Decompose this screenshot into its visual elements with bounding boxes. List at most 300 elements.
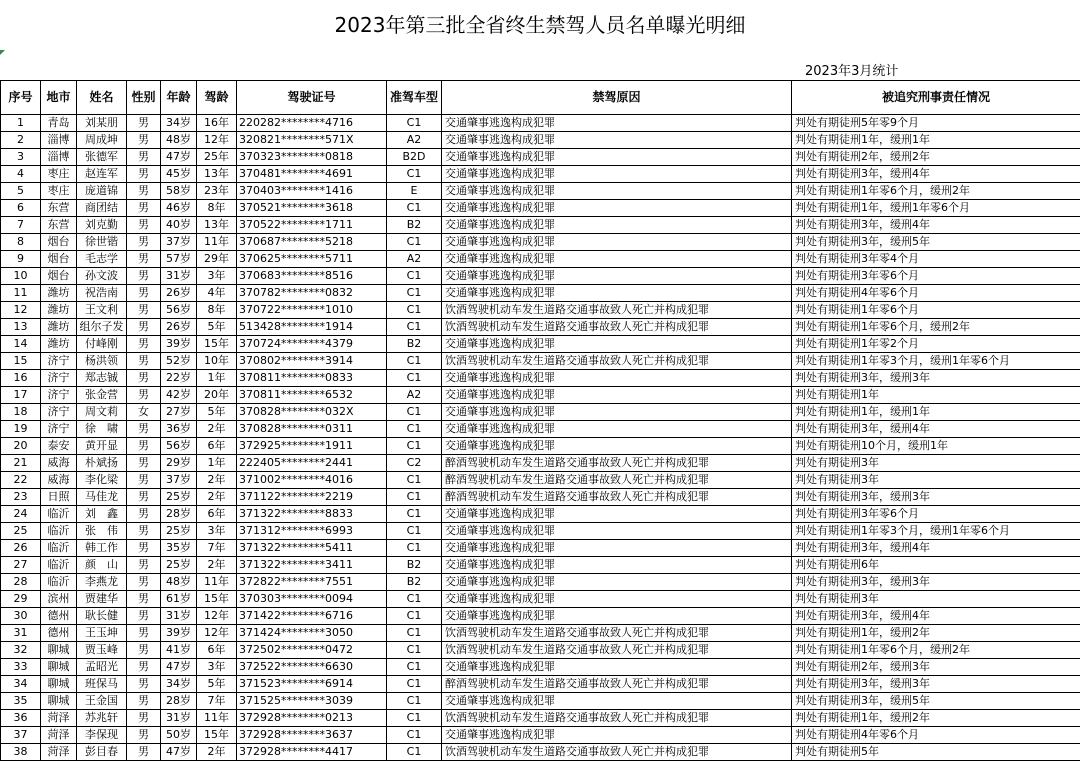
cell-index: 4 (1, 166, 41, 183)
cell-age: 22岁 (161, 370, 197, 387)
table-row (1, 540, 1080, 557)
cell-age: 47岁 (161, 149, 197, 166)
cell-index: 8 (1, 234, 41, 251)
cell-criminal-liability: 判处有期徒刑1年，缓刑1年 (792, 404, 1080, 421)
cell-driving-years: 5年 (197, 676, 237, 693)
cell-driving-years: 3年 (197, 523, 237, 540)
table-row (1, 744, 1080, 761)
cell-city: 临沂 (41, 540, 77, 557)
cell-driving-years: 6年 (197, 642, 237, 659)
cell-name: 张 伟 (77, 523, 127, 540)
cell-driving-years: 2年 (197, 489, 237, 506)
cell-license-no: 371312********6993 (237, 523, 387, 540)
cell-criminal-liability: 判处有期徒刑5年 (792, 744, 1080, 761)
cell-ban-reason: 交通肇事逃逸构成犯罪 (442, 387, 792, 404)
cell-gender: 男 (127, 319, 161, 336)
cell-city: 烟台 (41, 268, 77, 285)
cell-name: 李化梁 (77, 472, 127, 489)
cell-vehicle-class: C1 (387, 625, 442, 642)
cell-ban-reason: 交通肇事逃逸构成犯罪 (442, 421, 792, 438)
cell-license-no: 371122********2219 (237, 489, 387, 506)
cell-vehicle-class: C1 (387, 438, 442, 455)
cell-city: 聊城 (41, 693, 77, 710)
col-header-city: 地市 (41, 81, 77, 115)
cell-license-no: 372928********4417 (237, 744, 387, 761)
table-row (1, 506, 1080, 523)
cell-name: 颜 山 (77, 557, 127, 574)
cell-vehicle-class: C1 (387, 234, 442, 251)
table-row (1, 625, 1080, 642)
cell-criminal-liability: 判处有期徒刑4年零6个月 (792, 727, 1080, 744)
cell-name: 祝浩南 (77, 285, 127, 302)
cell-index: 21 (1, 455, 41, 472)
cell-ban-reason: 交通肇事逃逸构成犯罪 (442, 132, 792, 149)
cell-vehicle-class: B2 (387, 336, 442, 353)
cell-vehicle-class: B2 (387, 574, 442, 591)
table-row (1, 421, 1080, 438)
cell-vehicle-class: C1 (387, 285, 442, 302)
cell-ban-reason: 交通肇事逃逸构成犯罪 (442, 251, 792, 268)
cell-age: 42岁 (161, 387, 197, 404)
cell-city: 济宁 (41, 353, 77, 370)
cell-age: 31岁 (161, 268, 197, 285)
cell-license-no: 372928********3637 (237, 727, 387, 744)
stat-note: 2023年3月统计 (805, 64, 899, 79)
table-row (1, 183, 1080, 200)
cell-driving-years: 7年 (197, 693, 237, 710)
cell-gender: 男 (127, 132, 161, 149)
table-row (1, 557, 1080, 574)
cell-driving-years: 15年 (197, 336, 237, 353)
cell-name: 苏兆轩 (77, 710, 127, 727)
col-header-driving-years: 驾龄 (197, 81, 237, 115)
table-row (1, 166, 1080, 183)
cell-age: 31岁 (161, 710, 197, 727)
cell-driving-years: 25年 (197, 149, 237, 166)
cell-name: 贾玉峰 (77, 642, 127, 659)
cell-city: 烟台 (41, 251, 77, 268)
cell-marker (0, 50, 5, 55)
cell-gender: 男 (127, 438, 161, 455)
cell-gender: 男 (127, 710, 161, 727)
cell-driving-years: 5年 (197, 319, 237, 336)
cell-driving-years: 23年 (197, 183, 237, 200)
cell-ban-reason: 交通肇事逃逸构成犯罪 (442, 149, 792, 166)
cell-index: 18 (1, 404, 41, 421)
cell-license-no: 371002********4016 (237, 472, 387, 489)
cell-ban-reason: 交通肇事逃逸构成犯罪 (442, 183, 792, 200)
cell-ban-reason: 饮酒驾驶机动车发生道路交通事故致人死亡并构成犯罪 (442, 319, 792, 336)
cell-name: 耿长健 (77, 608, 127, 625)
cell-index: 22 (1, 472, 41, 489)
cell-vehicle-class: B2 (387, 557, 442, 574)
cell-criminal-liability: 判处有期徒刑1年，缓刑2年 (792, 710, 1080, 727)
cell-name: 彭目春 (77, 744, 127, 761)
cell-index: 6 (1, 200, 41, 217)
cell-vehicle-class: C1 (387, 489, 442, 506)
cell-vehicle-class: B2D (387, 149, 442, 166)
cell-driving-years: 20年 (197, 387, 237, 404)
cell-ban-reason: 交通肇事逃逸构成犯罪 (442, 370, 792, 387)
table-row (1, 659, 1080, 676)
cell-gender: 女 (127, 404, 161, 421)
cell-name: 赵连军 (77, 166, 127, 183)
cell-ban-reason: 交通肇事逃逸构成犯罪 (442, 336, 792, 353)
cell-age: 29岁 (161, 455, 197, 472)
cell-criminal-liability: 判处有期徒刑6年 (792, 557, 1080, 574)
cell-driving-years: 13年 (197, 166, 237, 183)
table-row (1, 115, 1080, 132)
cell-city: 菏泽 (41, 710, 77, 727)
table-row (1, 217, 1080, 234)
cell-vehicle-class: C1 (387, 166, 442, 183)
cell-index: 29 (1, 591, 41, 608)
cell-name: 徐 啸 (77, 421, 127, 438)
cell-city: 潍坊 (41, 336, 77, 353)
cell-criminal-liability: 判处有期徒刑3年，缓刑3年 (792, 489, 1080, 506)
cell-age: 27岁 (161, 404, 197, 421)
cell-vehicle-class: C1 (387, 302, 442, 319)
cell-gender: 男 (127, 183, 161, 200)
cell-criminal-liability: 判处有期徒刑3年，缓刑5年 (792, 234, 1080, 251)
cell-license-no: 372925********1911 (237, 438, 387, 455)
cell-driving-years: 11年 (197, 710, 237, 727)
cell-criminal-liability: 判处有期徒刑3年 (792, 455, 1080, 472)
cell-gender: 男 (127, 251, 161, 268)
cell-index: 13 (1, 319, 41, 336)
cell-criminal-liability: 判处有期徒刑1年，缓刑2年 (792, 625, 1080, 642)
cell-ban-reason: 交通肇事逃逸构成犯罪 (442, 557, 792, 574)
cell-index: 3 (1, 149, 41, 166)
cell-name: 马佳龙 (77, 489, 127, 506)
cell-criminal-liability: 判处有期徒刑3年 (792, 591, 1080, 608)
cell-index: 25 (1, 523, 41, 540)
cell-index: 23 (1, 489, 41, 506)
cell-ban-reason: 交通肇事逃逸构成犯罪 (442, 438, 792, 455)
table-row (1, 251, 1080, 268)
cell-license-no: 370522********1711 (237, 217, 387, 234)
cell-license-no: 370521********3618 (237, 200, 387, 217)
cell-name: 王文利 (77, 302, 127, 319)
cell-age: 39岁 (161, 625, 197, 642)
cell-index: 28 (1, 574, 41, 591)
cell-age: 25岁 (161, 489, 197, 506)
table-row (1, 676, 1080, 693)
col-header-ban-reason: 禁驾原因 (442, 81, 792, 115)
cell-gender: 男 (127, 472, 161, 489)
cell-gender: 男 (127, 693, 161, 710)
cell-gender: 男 (127, 489, 161, 506)
cell-license-no: 372822********7551 (237, 574, 387, 591)
cell-driving-years: 6年 (197, 506, 237, 523)
cell-license-no: 370323********0818 (237, 149, 387, 166)
cell-ban-reason: 交通肇事逃逸构成犯罪 (442, 404, 792, 421)
table-row (1, 353, 1080, 370)
cell-vehicle-class: C1 (387, 319, 442, 336)
col-header-name: 姓名 (77, 81, 127, 115)
cell-vehicle-class: C1 (387, 472, 442, 489)
cell-age: 46岁 (161, 200, 197, 217)
cell-name: 付峰刚 (77, 336, 127, 353)
cell-age: 40岁 (161, 217, 197, 234)
cell-city: 潍坊 (41, 302, 77, 319)
cell-driving-years: 1年 (197, 455, 237, 472)
cell-index: 38 (1, 744, 41, 761)
cell-license-no: 370722********1010 (237, 302, 387, 319)
cell-ban-reason: 交通肇事逃逸构成犯罪 (442, 506, 792, 523)
ban-list-table (0, 80, 1080, 761)
cell-ban-reason: 交通肇事逃逸构成犯罪 (442, 217, 792, 234)
cell-criminal-liability: 判处有期徒刑1年零6个月，缓刑2年 (792, 183, 1080, 200)
cell-name: 周文莉 (77, 404, 127, 421)
cell-vehicle-class: E (387, 183, 442, 200)
cell-vehicle-class: A2 (387, 251, 442, 268)
cell-city: 淄博 (41, 132, 77, 149)
cell-license-no: 370625********5711 (237, 251, 387, 268)
cell-age: 45岁 (161, 166, 197, 183)
cell-age: 28岁 (161, 693, 197, 710)
cell-name: 王金国 (77, 693, 127, 710)
cell-name: 周成坤 (77, 132, 127, 149)
page-title: 2023年第三批全省终生禁驾人员名单曝光明细 (334, 13, 746, 37)
table-row (1, 404, 1080, 421)
cell-license-no: 220282********4716 (237, 115, 387, 132)
cell-name: 贾建华 (77, 591, 127, 608)
table-row (1, 200, 1080, 217)
cell-vehicle-class: C1 (387, 676, 442, 693)
cell-ban-reason: 交通肇事逃逸构成犯罪 (442, 591, 792, 608)
cell-license-no: 320821********571X (237, 132, 387, 149)
cell-name: 孙文波 (77, 268, 127, 285)
cell-name: 李保现 (77, 727, 127, 744)
cell-ban-reason: 交通肇事逃逸构成犯罪 (442, 540, 792, 557)
cell-city: 东营 (41, 200, 77, 217)
cell-ban-reason: 交通肇事逃逸构成犯罪 (442, 574, 792, 591)
table-row (1, 642, 1080, 659)
cell-license-no: 370782********0832 (237, 285, 387, 302)
table-row (1, 489, 1080, 506)
cell-age: 26岁 (161, 285, 197, 302)
table-row (1, 336, 1080, 353)
cell-driving-years: 11年 (197, 574, 237, 591)
table-row (1, 523, 1080, 540)
table-row (1, 234, 1080, 251)
cell-gender: 男 (127, 353, 161, 370)
cell-gender: 男 (127, 727, 161, 744)
cell-city: 泰安 (41, 438, 77, 455)
cell-age: 37岁 (161, 234, 197, 251)
col-header-index: 序号 (1, 81, 41, 115)
cell-gender: 男 (127, 115, 161, 132)
cell-criminal-liability: 判处有期徒刑5年零9个月 (792, 115, 1080, 132)
cell-criminal-liability: 判处有期徒刑3年，缓刑4年 (792, 540, 1080, 557)
cell-criminal-liability: 判处有期徒刑2年，缓刑3年 (792, 659, 1080, 676)
cell-gender: 男 (127, 285, 161, 302)
cell-index: 31 (1, 625, 41, 642)
cell-ban-reason: 交通肇事逃逸构成犯罪 (442, 166, 792, 183)
cell-vehicle-class: C1 (387, 200, 442, 217)
cell-criminal-liability: 判处有期徒刑3年，缓刑3年 (792, 574, 1080, 591)
cell-criminal-liability: 判处有期徒刑2年，缓刑2年 (792, 149, 1080, 166)
col-header-gender: 性别 (127, 81, 161, 115)
cell-criminal-liability: 判处有期徒刑3年，缓刑3年 (792, 676, 1080, 693)
cell-age: 31岁 (161, 608, 197, 625)
cell-criminal-liability: 判处有期徒刑1年 (792, 387, 1080, 404)
table-row (1, 319, 1080, 336)
cell-index: 2 (1, 132, 41, 149)
cell-city: 济宁 (41, 421, 77, 438)
cell-license-no: 370683********8516 (237, 268, 387, 285)
cell-criminal-liability: 判处有期徒刑3年零6个月 (792, 506, 1080, 523)
cell-ban-reason: 醉酒驾驶机动车发生道路交通事故致人死亡并构成犯罪 (442, 472, 792, 489)
cell-age: 34岁 (161, 115, 197, 132)
cell-driving-years: 15年 (197, 727, 237, 744)
cell-index: 34 (1, 676, 41, 693)
cell-vehicle-class: C1 (387, 523, 442, 540)
cell-driving-years: 2年 (197, 744, 237, 761)
cell-driving-years: 10年 (197, 353, 237, 370)
header-row (1, 81, 1080, 115)
cell-age: 28岁 (161, 506, 197, 523)
cell-criminal-liability: 判处有期徒刑1年零2个月 (792, 336, 1080, 353)
cell-age: 57岁 (161, 251, 197, 268)
cell-ban-reason: 交通肇事逃逸构成犯罪 (442, 608, 792, 625)
cell-name: 王玉坤 (77, 625, 127, 642)
cell-ban-reason: 饮酒驾驶机动车发生道路交通事故致人死亡并构成犯罪 (442, 744, 792, 761)
cell-criminal-liability: 判处有期徒刑1年零3个月，缓刑1年零6个月 (792, 353, 1080, 370)
cell-ban-reason: 交通肇事逃逸构成犯罪 (442, 234, 792, 251)
cell-gender: 男 (127, 625, 161, 642)
cell-gender: 男 (127, 217, 161, 234)
table-row (1, 710, 1080, 727)
cell-vehicle-class: C1 (387, 268, 442, 285)
cell-vehicle-class: C1 (387, 115, 442, 132)
cell-age: 50岁 (161, 727, 197, 744)
cell-index: 11 (1, 285, 41, 302)
cell-age: 25岁 (161, 523, 197, 540)
cell-index: 5 (1, 183, 41, 200)
table-row (1, 268, 1080, 285)
cell-driving-years: 2年 (197, 472, 237, 489)
cell-vehicle-class: C1 (387, 744, 442, 761)
col-header-age: 年龄 (161, 81, 197, 115)
cell-license-no: 371422********6716 (237, 608, 387, 625)
cell-index: 16 (1, 370, 41, 387)
cell-driving-years: 16年 (197, 115, 237, 132)
cell-vehicle-class: C1 (387, 659, 442, 676)
cell-name: 张金营 (77, 387, 127, 404)
cell-license-no: 370802********3914 (237, 353, 387, 370)
cell-city: 滨州 (41, 591, 77, 608)
cell-city: 济宁 (41, 404, 77, 421)
table-row (1, 285, 1080, 302)
cell-vehicle-class: C1 (387, 404, 442, 421)
cell-city: 枣庄 (41, 183, 77, 200)
cell-age: 61岁 (161, 591, 197, 608)
cell-index: 32 (1, 642, 41, 659)
cell-vehicle-class: C1 (387, 710, 442, 727)
cell-driving-years: 12年 (197, 625, 237, 642)
cell-city: 德州 (41, 608, 77, 625)
cell-license-no: 370811********0833 (237, 370, 387, 387)
table-row (1, 455, 1080, 472)
cell-driving-years: 2年 (197, 421, 237, 438)
cell-vehicle-class: C1 (387, 591, 442, 608)
cell-name: 张德军 (77, 149, 127, 166)
cell-criminal-liability: 判处有期徒刑1年零6个月，缓刑2年 (792, 319, 1080, 336)
cell-ban-reason: 醉酒驾驶机动车发生道路交通事故致人死亡并构成犯罪 (442, 489, 792, 506)
cell-city: 临沂 (41, 523, 77, 540)
table-row (1, 727, 1080, 744)
cell-age: 25岁 (161, 557, 197, 574)
cell-city: 菏泽 (41, 727, 77, 744)
cell-age: 47岁 (161, 659, 197, 676)
cell-age: 52岁 (161, 353, 197, 370)
cell-age: 36岁 (161, 421, 197, 438)
cell-name: 杨洪领 (77, 353, 127, 370)
cell-name: 徐世锴 (77, 234, 127, 251)
table-row (1, 149, 1080, 166)
cell-age: 48岁 (161, 132, 197, 149)
cell-criminal-liability: 判处有期徒刑3年，缓刑5年 (792, 693, 1080, 710)
table-row (1, 370, 1080, 387)
cell-license-no: 370687********5218 (237, 234, 387, 251)
table-row (1, 387, 1080, 404)
cell-gender: 男 (127, 387, 161, 404)
cell-ban-reason: 饮酒驾驶机动车发生道路交通事故致人死亡并构成犯罪 (442, 642, 792, 659)
cell-criminal-liability: 判处有期徒刑1年零3个月，缓刑1年零6个月 (792, 523, 1080, 540)
cell-name: 刘 鑫 (77, 506, 127, 523)
table-row (1, 574, 1080, 591)
col-header-criminal-liability: 被追究刑事责任情况 (792, 81, 1080, 115)
cell-name: 李燕龙 (77, 574, 127, 591)
cell-gender: 男 (127, 302, 161, 319)
cell-driving-years: 15年 (197, 591, 237, 608)
cell-index: 12 (1, 302, 41, 319)
cell-city: 青岛 (41, 115, 77, 132)
cell-driving-years: 3年 (197, 659, 237, 676)
cell-driving-years: 2年 (197, 557, 237, 574)
cell-city: 烟台 (41, 234, 77, 251)
cell-gender: 男 (127, 506, 161, 523)
cell-city: 菏泽 (41, 744, 77, 761)
cell-vehicle-class: C2 (387, 455, 442, 472)
cell-driving-years: 6年 (197, 438, 237, 455)
cell-age: 47岁 (161, 744, 197, 761)
cell-index: 36 (1, 710, 41, 727)
cell-gender: 男 (127, 455, 161, 472)
cell-driving-years: 29年 (197, 251, 237, 268)
cell-index: 9 (1, 251, 41, 268)
cell-index: 19 (1, 421, 41, 438)
cell-name: 刘某朋 (77, 115, 127, 132)
cell-gender: 男 (127, 523, 161, 540)
cell-criminal-liability: 判处有期徒刑1年，缓刑1年零6个月 (792, 200, 1080, 217)
cell-license-no: 372522********6630 (237, 659, 387, 676)
cell-name: 商团结 (77, 200, 127, 217)
cell-index: 35 (1, 693, 41, 710)
cell-criminal-liability: 判处有期徒刑3年，缓刑4年 (792, 608, 1080, 625)
cell-criminal-liability: 判处有期徒刑3年，缓刑3年 (792, 370, 1080, 387)
col-header-vehicle-class: 准驾车型 (387, 81, 442, 115)
cell-name: 毛志学 (77, 251, 127, 268)
cell-criminal-liability: 判处有期徒刑3年，缓刑4年 (792, 421, 1080, 438)
cell-vehicle-class: C1 (387, 370, 442, 387)
cell-vehicle-class: A2 (387, 132, 442, 149)
cell-gender: 男 (127, 676, 161, 693)
cell-license-no: 371322********8833 (237, 506, 387, 523)
cell-criminal-liability: 判处有期徒刑1年，缓刑1年 (792, 132, 1080, 149)
